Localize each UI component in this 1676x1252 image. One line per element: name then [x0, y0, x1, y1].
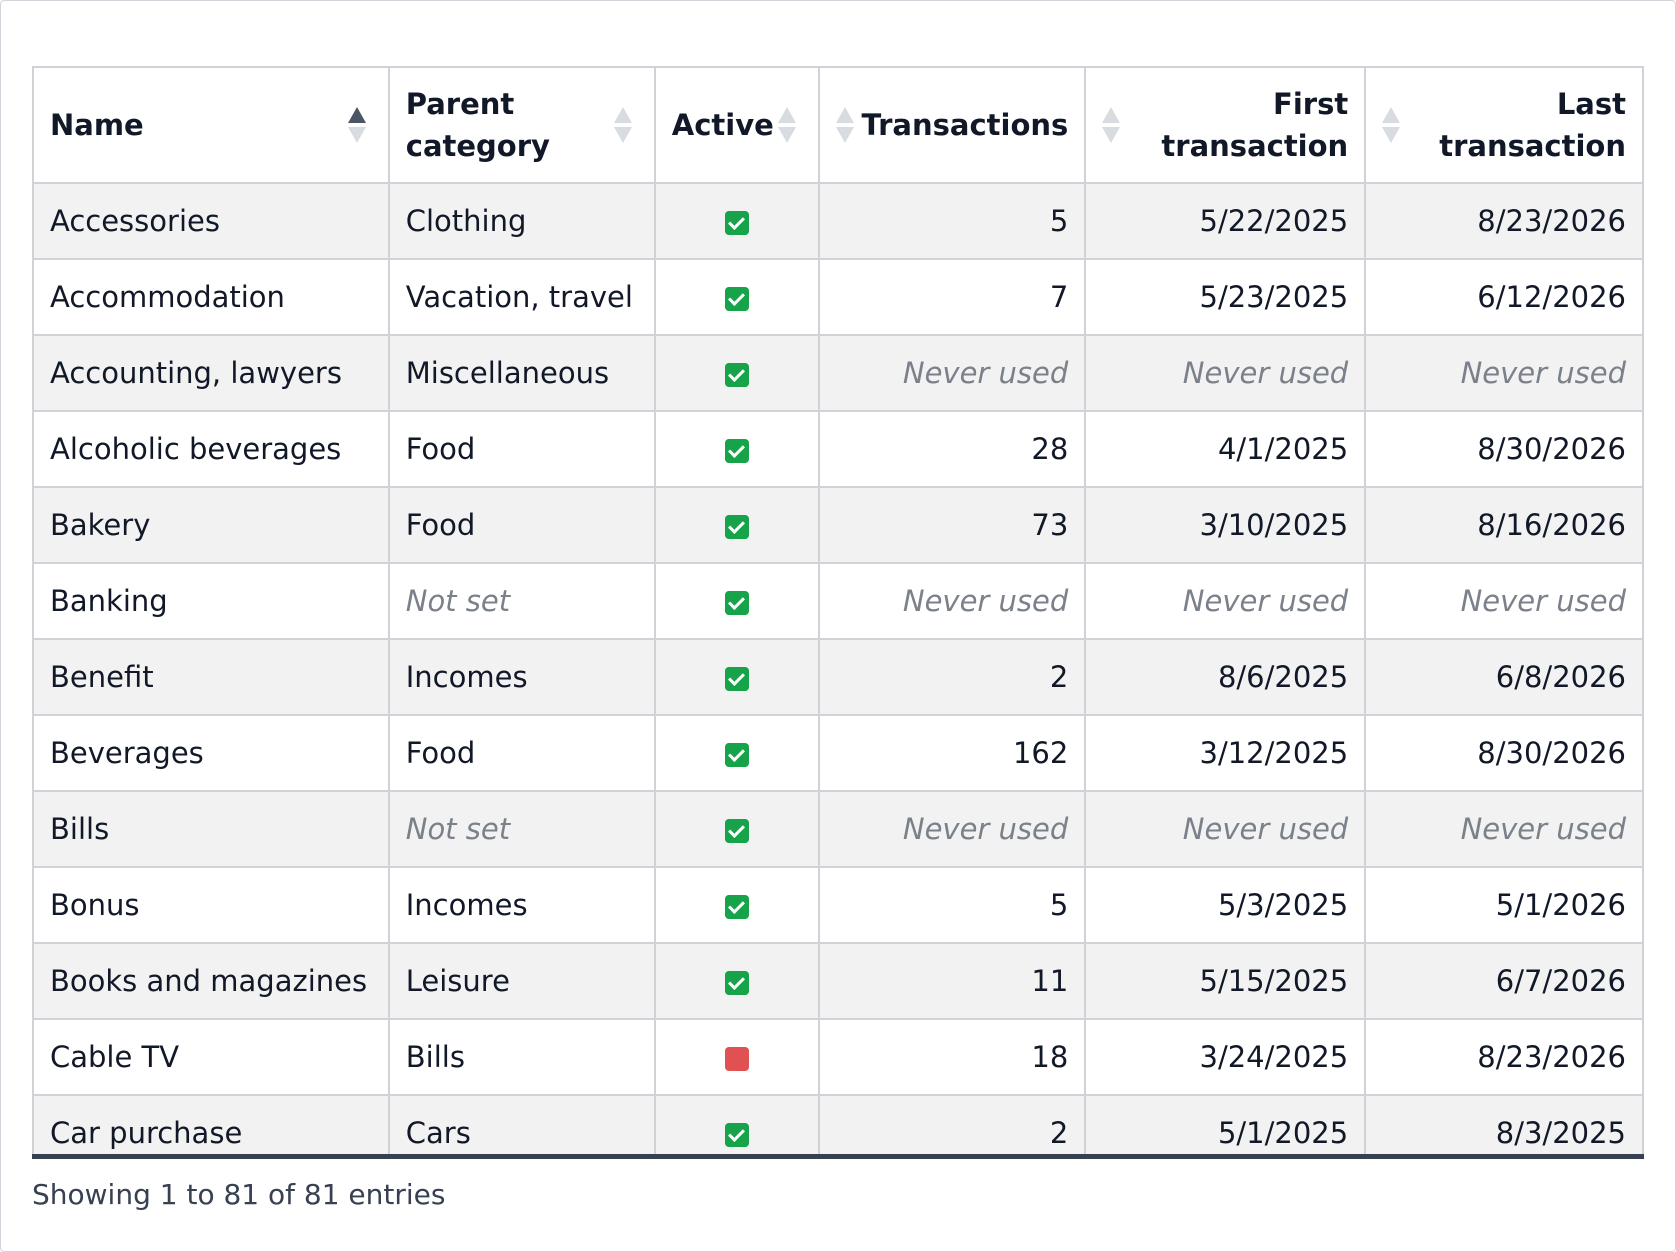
column-header-label-line2: category	[405, 129, 550, 163]
table-row[interactable]	[33, 943, 1643, 1019]
cell-transactions: Never used	[819, 335, 1085, 411]
cell-parent-category: Not set	[389, 563, 655, 639]
column-header-label: First	[1273, 87, 1349, 121]
cell-last-transaction: 8/16/2026	[1365, 487, 1643, 563]
checkbox-checked-icon	[725, 667, 749, 691]
cell-transactions: 18	[819, 1019, 1085, 1095]
cell-last-transaction: 8/23/2026	[1365, 1019, 1643, 1095]
cell-transactions: 73	[819, 487, 1085, 563]
cell-active	[655, 791, 820, 867]
cell-parent-category: Bills	[389, 1019, 655, 1095]
cell-transactions: Never used	[819, 791, 1085, 867]
cell-active	[655, 563, 820, 639]
cell-transactions: 2	[819, 1095, 1085, 1159]
cell-last-transaction: 8/30/2026	[1365, 715, 1643, 791]
checkbox-checked-icon	[725, 819, 749, 843]
categories-table-container[interactable]	[32, 66, 1644, 1159]
cell-first-transaction: 4/1/2025	[1085, 411, 1365, 487]
table-row[interactable]	[33, 259, 1643, 335]
column-header-label: Name	[50, 108, 144, 142]
cell-active	[655, 715, 820, 791]
column-header-last-transaction[interactable]	[1365, 67, 1643, 183]
column-header-label: Last	[1556, 87, 1626, 121]
column-header-name[interactable]	[33, 67, 389, 183]
table-row[interactable]	[33, 335, 1643, 411]
column-header-label-line2: transaction	[1161, 129, 1349, 163]
checkbox-checked-icon	[725, 971, 749, 995]
table-row[interactable]	[33, 639, 1643, 715]
cell-transactions: 7	[819, 259, 1085, 335]
table-info-text: Showing 1 to 81 of 81 entries	[32, 1178, 446, 1211]
cell-transactions: 162	[819, 715, 1085, 791]
table-row[interactable]	[33, 791, 1643, 867]
sort-arrows-icon	[1102, 107, 1120, 143]
checkbox-checked-icon	[725, 515, 749, 539]
cell-active	[655, 411, 820, 487]
cell-parent-category: Food	[389, 715, 655, 791]
cell-parent-category: Clothing	[389, 183, 655, 259]
column-header-label: Parent	[405, 87, 515, 121]
cell-name: Cable TV	[33, 1019, 389, 1095]
column-header-label-line2: transaction	[1439, 129, 1626, 163]
table-row[interactable]	[33, 563, 1643, 639]
cell-last-transaction: 8/23/2026	[1365, 183, 1643, 259]
categories-table	[32, 66, 1644, 1159]
checkbox-checked-icon	[725, 363, 749, 387]
cell-last-transaction: 8/3/2025	[1365, 1095, 1643, 1159]
cell-first-transaction: 3/24/2025	[1085, 1019, 1365, 1095]
cell-active	[655, 183, 820, 259]
cell-active	[655, 335, 820, 411]
table-row[interactable]	[33, 715, 1643, 791]
cell-parent-category: Not set	[389, 791, 655, 867]
table-row[interactable]	[33, 411, 1643, 487]
cell-name: Car purchase	[33, 1095, 389, 1159]
sort-arrows-icon	[836, 107, 854, 143]
table-row[interactable]	[33, 487, 1643, 563]
cell-name: Benefit	[33, 639, 389, 715]
checkbox-checked-icon	[725, 1123, 749, 1147]
checkbox-checked-icon	[725, 743, 749, 767]
cell-last-transaction: 5/1/2026	[1365, 867, 1643, 943]
cell-transactions: 5	[819, 183, 1085, 259]
cell-name: Bills	[33, 791, 389, 867]
cell-name: Accommodation	[33, 259, 389, 335]
sort-arrows-icon	[778, 107, 796, 143]
checkbox-checked-icon	[725, 591, 749, 615]
column-header-transactions[interactable]	[819, 67, 1085, 183]
checkbox-checked-icon	[725, 287, 749, 311]
sort-arrows-icon	[614, 107, 632, 143]
cell-last-transaction: 6/8/2026	[1365, 639, 1643, 715]
column-header-label: Active	[671, 108, 774, 142]
cell-name: Bakery	[33, 487, 389, 563]
sort-ascending-icon	[348, 107, 366, 143]
cell-transactions: 2	[819, 639, 1085, 715]
cell-name: Bonus	[33, 867, 389, 943]
table-row[interactable]	[33, 1095, 1643, 1159]
cell-transactions: 28	[819, 411, 1085, 487]
cell-transactions: 11	[819, 943, 1085, 1019]
cell-active	[655, 639, 820, 715]
cell-active	[655, 943, 820, 1019]
cell-parent-category: Vacation, travel	[389, 259, 655, 335]
cell-first-transaction: 5/23/2025	[1085, 259, 1365, 335]
cell-first-transaction: Never used	[1085, 791, 1365, 867]
column-header-label: Transactions	[861, 108, 1069, 142]
cell-last-transaction: 6/12/2026	[1365, 259, 1643, 335]
cell-last-transaction: Never used	[1365, 563, 1643, 639]
cell-first-transaction: 5/22/2025	[1085, 183, 1365, 259]
cell-active	[655, 259, 820, 335]
table-header-row	[33, 67, 1643, 183]
cell-parent-category: Miscellaneous	[389, 335, 655, 411]
table-row[interactable]	[33, 183, 1643, 259]
cell-first-transaction: 5/1/2025	[1085, 1095, 1365, 1159]
table-row[interactable]	[33, 1019, 1643, 1095]
status-inactive-icon	[725, 1047, 749, 1071]
cell-name: Banking	[33, 563, 389, 639]
checkbox-checked-icon	[725, 211, 749, 235]
cell-last-transaction: Never used	[1365, 335, 1643, 411]
cell-parent-category: Leisure	[389, 943, 655, 1019]
cell-name: Books and magazines	[33, 943, 389, 1019]
cell-first-transaction: 5/15/2025	[1085, 943, 1365, 1019]
cell-first-transaction: 5/3/2025	[1085, 867, 1365, 943]
sort-arrows-icon	[1382, 107, 1400, 143]
cell-last-transaction: Never used	[1365, 791, 1643, 867]
checkbox-checked-icon	[725, 895, 749, 919]
cell-parent-category: Cars	[389, 1095, 655, 1159]
cell-active	[655, 867, 820, 943]
cell-name: Beverages	[33, 715, 389, 791]
cell-active	[655, 1019, 820, 1095]
cell-active	[655, 1095, 820, 1159]
column-header-parent-category[interactable]	[389, 67, 655, 183]
column-header-first-transaction[interactable]	[1085, 67, 1365, 183]
column-header-active[interactable]	[655, 67, 820, 183]
cell-parent-category: Incomes	[389, 867, 655, 943]
cell-parent-category: Food	[389, 487, 655, 563]
table-row[interactable]	[33, 867, 1643, 943]
cell-first-transaction: Never used	[1085, 335, 1365, 411]
cell-parent-category: Incomes	[389, 639, 655, 715]
cell-first-transaction: Never used	[1085, 563, 1365, 639]
cell-name: Alcoholic beverages	[33, 411, 389, 487]
cell-name: Accessories	[33, 183, 389, 259]
cell-name: Accounting, lawyers	[33, 335, 389, 411]
cell-parent-category: Food	[389, 411, 655, 487]
cell-first-transaction: 8/6/2025	[1085, 639, 1365, 715]
table-body	[33, 183, 1643, 1159]
cell-transactions: Never used	[819, 563, 1085, 639]
cell-transactions: 5	[819, 867, 1085, 943]
cell-last-transaction: 8/30/2026	[1365, 411, 1643, 487]
cell-first-transaction: 3/12/2025	[1085, 715, 1365, 791]
cell-last-transaction: 6/7/2026	[1365, 943, 1643, 1019]
cell-active	[655, 487, 820, 563]
checkbox-checked-icon	[725, 439, 749, 463]
cell-first-transaction: 3/10/2025	[1085, 487, 1365, 563]
